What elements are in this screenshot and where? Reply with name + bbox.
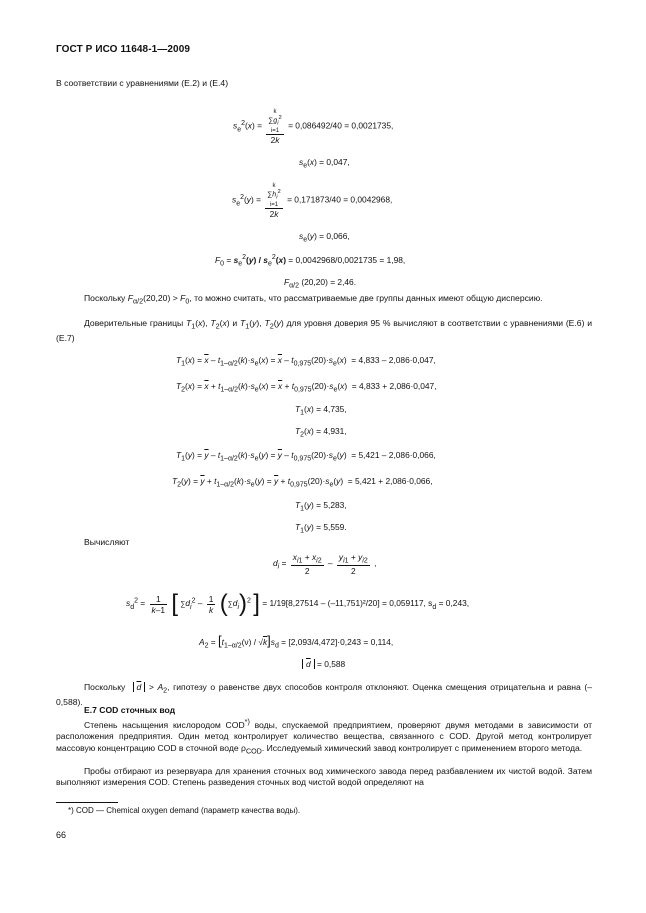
- equation-sy2: $s_e^2(y)$ = k $\sum h_i^2$ i=1 2k = 0,171873/40 = 0,0042968,: [232, 183, 393, 219]
- equation-t2y: $T_2(y) = \overline{y} + t_{1-\alpha/2}(k)\cdot s_e(y) = \overline{y} + t_{0,975}(20)\cdot s_e(y) = 5,421 + 2,086\cdot 0,066$,: [172, 476, 433, 489]
- calc-label: Вычисляют: [84, 537, 130, 547]
- paragraph-4: Степень насыщения кислородом COD*) воды, спускаемой предприятием, проверяют двумя методами в зависимости от расположения предприятия. Один метод контролирует количество вещества, связанного с COD. Другой метод контролирует массовую концентрацию COD в сточной воде $\rho_{COD}$. Исследуемый химический завод контролирует с применением второго метода.: [56, 718, 593, 756]
- equation-t1y: $T_1(y) = \overline{y} - t_{1-\alpha/2}(k)\cdot s_e(y) = \overline{y} - t_{0,975}(20)\cdot s_e(y) = 5,421 - 2,086\cdot 0,066$,: [176, 450, 436, 463]
- document-header: ГОСТ Р ИСО 11648-1—2009: [56, 44, 191, 55]
- equation-sy: $s_e(y) = 0,066$,: [299, 231, 350, 244]
- equation-di: $d_i$ = $\frac{x_{i1} + x_{i2}}{2}$ – $\frac{y_{i1} + y_{i2}}{2}$ ,: [273, 552, 377, 576]
- paragraph-5: Пробы отбирают из резервуара для хранения сточных вод химического завода перед разбавлением их чистой водой. Затем выполняют измерения COD. Степень разведения сточных вод чистой водой определяют на: [56, 766, 592, 788]
- equation-sx: $s_e(x) = 0,047$,: [299, 157, 350, 170]
- section-heading: Е.7 COD сточных вод: [84, 705, 176, 715]
- value-t1y: $T_1(y) = 5,283$,: [295, 500, 347, 513]
- equation-t2x: $T_2(x) = \overline{x} + t_{1-\alpha/2}(k)\cdot s_e(x) = \overline{x} + t_{0,975}(20)\cdot s_e(x) = 4,833 + 2,086\cdot 0,047$,: [176, 381, 437, 394]
- value-t2y: $T_1(y) = 5,559$.: [295, 522, 347, 535]
- equation-a2: $A_2 = [t_{1-\alpha/2}(\nu) / √k]s_d = [2,093/4,472]\cdot 0,243 = 0,114$,: [199, 633, 394, 650]
- value-t2x: $T_2(x) = 4,931$,: [295, 426, 347, 439]
- page-number: 66: [56, 830, 67, 840]
- footnote-rule: [56, 802, 118, 803]
- paragraph-1: Поскольку $F_{\alpha/2}(20,20) > F_0$, то можно считать, что рассматриваемые две группы данных имеют общую дисперсию.: [84, 293, 543, 306]
- equation-f0: $F_0 = s_e^2(y) / s_e^2(x) = 0,0042968/0,0021735 = 1,98$,: [215, 254, 406, 268]
- paragraph-3: Поскольку $\overline{d} > A_2$, гипотезу о равенстве двух способов контроля отклоняют. Оценка смещения отрицательна и равна (–0,588).: [56, 682, 593, 708]
- footnote: *) COD — Chemical oxygen demand (параметр качества воды).: [68, 806, 301, 815]
- equation-t1x: $T_1(x) = x - t_{1-\alpha/2}(k)\cdot s_e(x) = \overline{x} - t_{0,975}(20)\cdot s_e(x) = 4,833 - 2,086\cdot 0,047$,: [176, 355, 436, 368]
- equation-sd: $s_d^2$ = $\frac{1}{k-1}$ [ $\sum d_i^2$ – $\frac{1}{k}$ $(\sum d_i)^2$ ] = 1/19[8,27514 – (–11,751)²/20] = 0,059117, $s_d = 0,243$,: [126, 590, 470, 617]
- paragraph-2: Доверительные границы $T_1(x)$, $T_2(x)$ и $T_1(y)$, $T_2(y)$ для уровня доверия 95 % вычисляют в соответствии с уравнениями (Е.6) и (Е.7): [56, 318, 593, 344]
- intro-text: В соответствии с уравнениями (Е.2) и (Е.4): [56, 78, 229, 88]
- value-t1x: $T_1(x) = 4,735$,: [295, 404, 347, 417]
- equation-dbar: $\overline{d} = 0,588$: [302, 659, 345, 669]
- equation-fa: $F_{\alpha/2}$ (20,20) = 2,46.: [284, 277, 357, 290]
- equation-sx2: $s_e^2(x)$ = k $\sum g_i^2$ i=1 2k = 0,086492/40 = 0,0021735,: [233, 109, 394, 145]
